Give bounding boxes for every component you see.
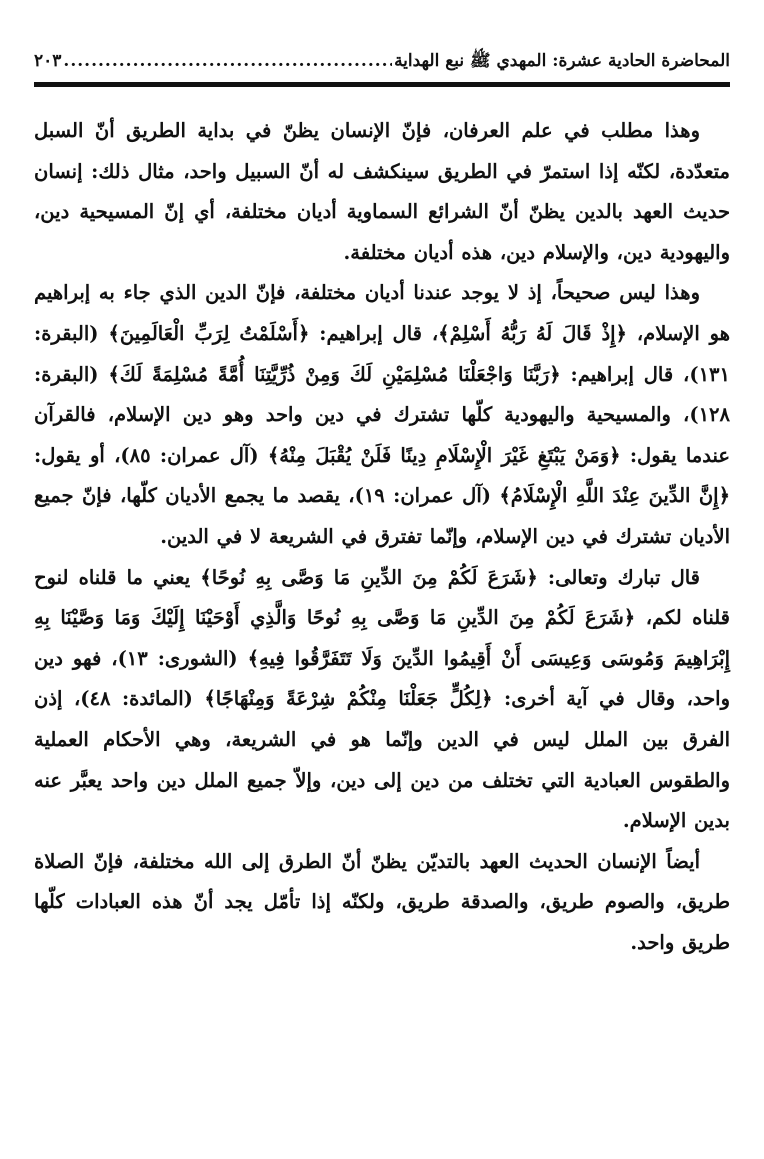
paragraph: وهذا مطلب في علم العرفان، فإنّ الإنسان يظنّ في بداية الطريق أنّ السبل متعدّدة، لكنّه إذا استمرّ في الطريق سينكشف له أنّ السبيل واحد، مثال ذلك: إنسان حديث العهد بالدين يظنّ أنّ الشرائع السماوية أديان مختلفة، أي إنّ المسيحية دين، واليهودية دين، والإسلام دين، هذه أديان مختلفة. <box>34 119 730 264</box>
paragraph: قال تبارك وتعالى: ﴿شَرَعَ لَكُمْ مِنَ الدِّينِ مَا وَصَّى بِهِ نُوحًا﴾ يعني ما قلناه لنوح قلناه لكم، ﴿شَرَعَ لَكُمْ مِنَ الدِّينِ مَا وَصَّى بِهِ نُوحًا وَالَّذِي أَوْحَيْنَا إِلَيْكَ وَمَا وَصَّيْنَا بِهِ إِبْرَاهِيمَ وَمُوسَى وَعِيسَى أَنْ أَقِيمُوا الدِّينَ وَلَا تَتَفَرَّقُوا فِيهِ﴾ (الشورى: ١٣)، فهو دين واحد، وقال في آية أخرى: ﴿لِكُلٍّ جَعَلْنَا مِنْكُمْ شِرْعَةً وَمِنْهَاجًا﴾ (المائدة: ٤٨)، إذن الفرق بين الملل ليس في الدين وإنّما هو في الشريعة، وهي الأحكام العملية والطقوس العبادية التي تختلف من دين إلى دين، وإلاّ جميع الملل دين واحد يعبَّر عنه بدين الإسلام. <box>34 565 730 833</box>
paragraph: وهذا ليس صحيحاً، إذ لا يوجد عندنا أديان مختلفة، فإنّ الدين الذي جاء به إبراهيم هو الإسلام، ﴿إِذْ قَالَ لَهُ رَبُّهُ أَسْلِمْ﴾، قال إبراهيم: ﴿أَسْلَمْتُ لِرَبِّ الْعَالَمِينَ﴾ (البقرة: ١٣١)، قال إبراهيم: ﴿رَبَّنَا وَاجْعَلْنَا مُسْلِمَيْنِ لَكَ وَمِنْ ذُرِّيَّتِنَا أُمَّةً مُسْلِمَةً لَكَ﴾ (البقرة: ١٢٨)، والمسيحية واليهودية كلّها تشترك في دين واحد وهو دين الإسلام، فالقرآن عندما يقول: ﴿وَمَنْ يَبْتَغِ غَيْرَ الْإِسْلَامِ دِينًا فَلَنْ يُقْبَلَ مِنْهُ﴾ (آل عمران: ٨٥)، أو يقول: ﴿إِنَّ الدِّينَ عِنْدَ اللَّهِ الْإِسْلَامُ﴾ (آل عمران: ١٩)، يقصد ما يجمع الأديان كلّها، فإنّ جميع الأديان تشترك في دين الإسلام، وإنّما تفترق في الشريعة لا في الدين. <box>34 281 730 548</box>
page-number: ٢٠٣ <box>34 51 62 71</box>
page-body <box>34 111 730 963</box>
header-title: المحاضرة الحادية عشرة: المهدي ﷺ نبع الهداية <box>394 51 730 71</box>
header-leader-dots <box>63 46 392 76</box>
paragraph: أيضاً الإنسان الحديث العهد بالتديّن يظنّ أنّ الطرق إلى الله مختلفة، فإنّ الصلاة طريق، والصوم طريق، والصدقة طريق، ولكنّه إذا تأمّل يجد أنّ هذه العبادات كلّها طريق واحد. <box>34 849 730 954</box>
running-header <box>34 46 730 76</box>
header-rule <box>34 82 730 87</box>
